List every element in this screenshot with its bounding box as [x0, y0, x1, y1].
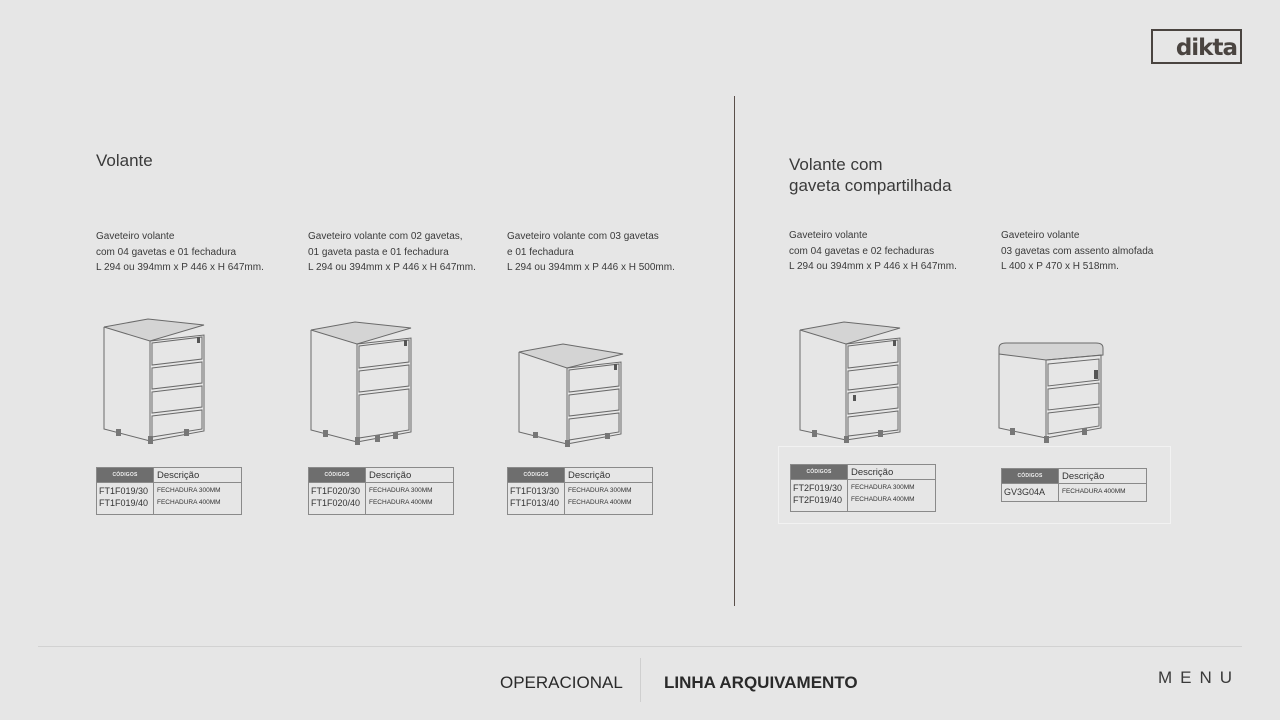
- description-header: Descrição: [1059, 469, 1147, 484]
- drawer-unit-3-drawers-image: [515, 340, 627, 448]
- product-description: [789, 228, 957, 275]
- product-code: GV3G04A: [1004, 487, 1046, 497]
- description-line: Gaveteiro volante com 03 gavetas: [507, 231, 659, 242]
- product-description: [507, 229, 675, 276]
- description-line: L 294 ou 394mm x P 446 x H 647mm.: [96, 262, 264, 273]
- product-spec: FECHADURA 300MM: [369, 487, 433, 494]
- section-title-line: gaveta compartilhada: [789, 176, 952, 195]
- description-line: L 294 ou 394mm x P 446 x H 647mm.: [308, 262, 476, 273]
- product-spec: FECHADURA 300MM: [568, 487, 632, 494]
- section-title-gaveta-compartilhada: [789, 154, 952, 196]
- code-cell: [97, 483, 154, 515]
- description-line: 01 gaveta pasta e 01 fechadura: [308, 246, 449, 258]
- code-table: [790, 464, 936, 512]
- code-table: [96, 467, 242, 515]
- drawer-unit-file-drawer-image: [305, 318, 417, 446]
- product-description: [1001, 228, 1153, 275]
- product-description: [308, 229, 476, 276]
- product-spec: FECHADURA 300MM: [851, 484, 915, 491]
- product-spec: FECHADURA 400MM: [369, 499, 433, 506]
- section-divider: [734, 96, 735, 606]
- nav-operacional[interactable]: OPERACIONAL: [500, 673, 623, 692]
- description-line: L 294 ou 394mm x P 446 x H 500mm.: [507, 262, 675, 273]
- brand-logo[interactable]: [1151, 29, 1242, 64]
- codes-header: CÓDIGOS: [508, 468, 565, 483]
- description-header: Descrição: [565, 468, 653, 483]
- drawer-unit-4-drawers-image: [98, 315, 210, 445]
- description-header: Descrição: [366, 468, 454, 483]
- description-header: Descrição: [154, 468, 242, 483]
- codes-header: CÓDIGOS: [791, 465, 848, 480]
- product-spec: FECHADURA 400MM: [1062, 488, 1126, 495]
- product-code: FT1F019/30: [99, 486, 149, 496]
- code-cell: [309, 483, 366, 515]
- product-spec: FECHADURA 400MM: [851, 496, 915, 503]
- nav-linha-arquivamento[interactable]: LINHA ARQUIVAMENTO: [664, 673, 858, 692]
- description-line: Gaveteiro volante: [96, 231, 175, 242]
- description-line: L 294 ou 394mm x P 446 x H 647mm.: [789, 261, 957, 272]
- description-line: e 01 fechadura: [507, 246, 574, 258]
- code-cell: [1002, 484, 1059, 502]
- drawer-unit-cushion-seat-image: [996, 340, 1106, 444]
- code-table: [308, 467, 454, 515]
- code-cell: [791, 480, 848, 512]
- description-cell: [1059, 484, 1147, 502]
- product-code: FT2F019/30: [793, 483, 843, 493]
- code-cell: [508, 483, 565, 515]
- section-title-line: Volante com: [789, 155, 883, 174]
- code-table: [507, 467, 653, 515]
- section-title-volante: Volante: [96, 151, 153, 170]
- description-line: com 04 gavetas e 02 fechaduras: [789, 245, 935, 257]
- codes-header: CÓDIGOS: [309, 468, 366, 483]
- description-line: com 04 gavetas e 01 fechadura: [96, 246, 237, 258]
- description-line: Gaveteiro volante com 02 gavetas,: [308, 231, 463, 242]
- description-header: Descrição: [848, 465, 936, 480]
- product-code: FT1F013/40: [510, 498, 560, 508]
- description-cell: [848, 480, 936, 512]
- product-code: FT1F020/40: [311, 498, 361, 508]
- product-code: FT1F013/30: [510, 486, 560, 496]
- description-line: L 400 x P 470 x H 518mm.: [1001, 261, 1119, 272]
- footer-nav-separator: [640, 658, 641, 702]
- product-code: FT1F020/30: [311, 486, 361, 496]
- product-spec: FECHADURA 400MM: [157, 499, 221, 506]
- description-line: 03 gavetas com assento almofada: [1001, 245, 1154, 257]
- product-spec: FECHADURA 400MM: [568, 499, 632, 506]
- codes-header: CÓDIGOS: [97, 468, 154, 483]
- codes-header: CÓDIGOS: [1002, 469, 1059, 484]
- product-spec: FECHADURA 300MM: [157, 487, 221, 494]
- drawer-unit-shared-drawer-image: [794, 318, 906, 444]
- footer-divider: [38, 646, 1242, 647]
- code-table: [1001, 468, 1147, 502]
- description-line: Gaveteiro volante: [789, 230, 868, 241]
- product-code: FT2F019/40: [793, 495, 843, 505]
- description-cell: [565, 483, 653, 515]
- description-cell: [154, 483, 242, 515]
- product-description: [96, 229, 264, 276]
- menu-button[interactable]: MENU: [1158, 668, 1241, 687]
- description-cell: [366, 483, 454, 515]
- brand-logo-text: dikta: [1175, 35, 1237, 61]
- description-line: Gaveteiro volante: [1001, 230, 1080, 241]
- product-code: FT1F019/40: [99, 498, 149, 508]
